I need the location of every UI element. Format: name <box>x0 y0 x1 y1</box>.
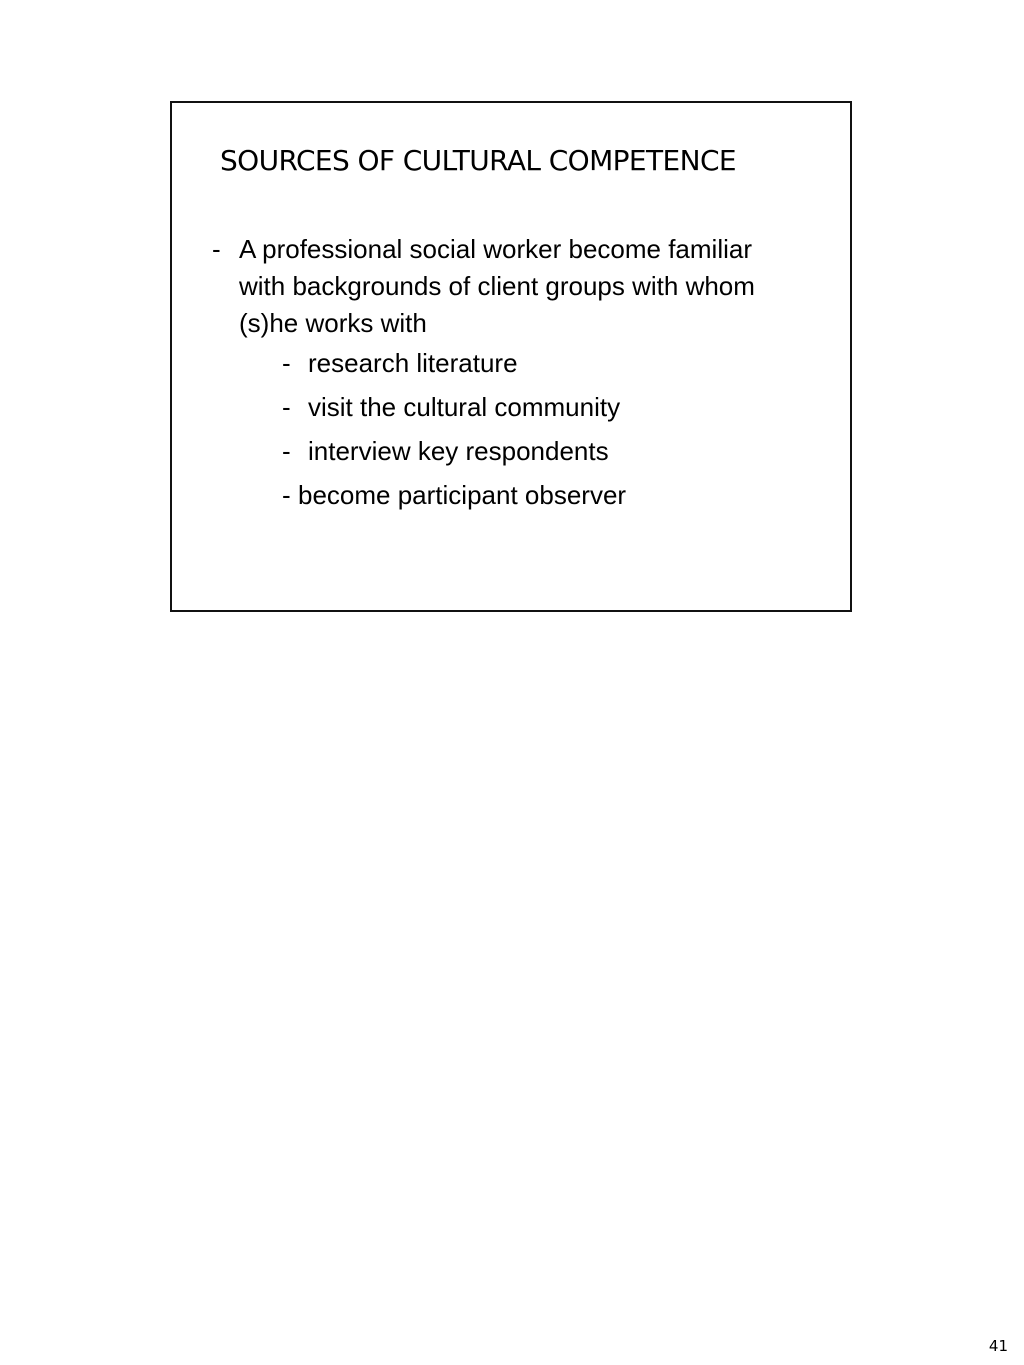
slide-title: SOURCES OF CULTURAL COMPETENCE <box>220 144 736 177</box>
bullet-dash: - <box>282 392 291 422</box>
sub-item-text: research literature <box>308 348 518 378</box>
sub-item-text: interview key respondents <box>308 436 609 466</box>
main-bullet <box>212 231 802 342</box>
page-number: 41 <box>988 1337 1008 1355</box>
slide-frame <box>170 101 852 612</box>
sub-item-visit-community <box>282 392 620 422</box>
main-bullet-text: A professional social worker become familiar with backgrounds of client groups with whom (s)he works with <box>239 234 755 338</box>
sub-item-participant-observer <box>282 480 626 510</box>
sub-item-research-literature <box>282 348 518 378</box>
sub-item-interview-respondents <box>282 436 609 466</box>
sub-item-text: visit the cultural community <box>308 392 621 422</box>
bullet-dash: - <box>282 348 291 378</box>
bullet-dash: - <box>212 234 221 264</box>
sub-item-text: become participant observer <box>298 480 627 510</box>
bullet-dash: - <box>282 480 291 510</box>
bullet-dash: - <box>282 436 291 466</box>
